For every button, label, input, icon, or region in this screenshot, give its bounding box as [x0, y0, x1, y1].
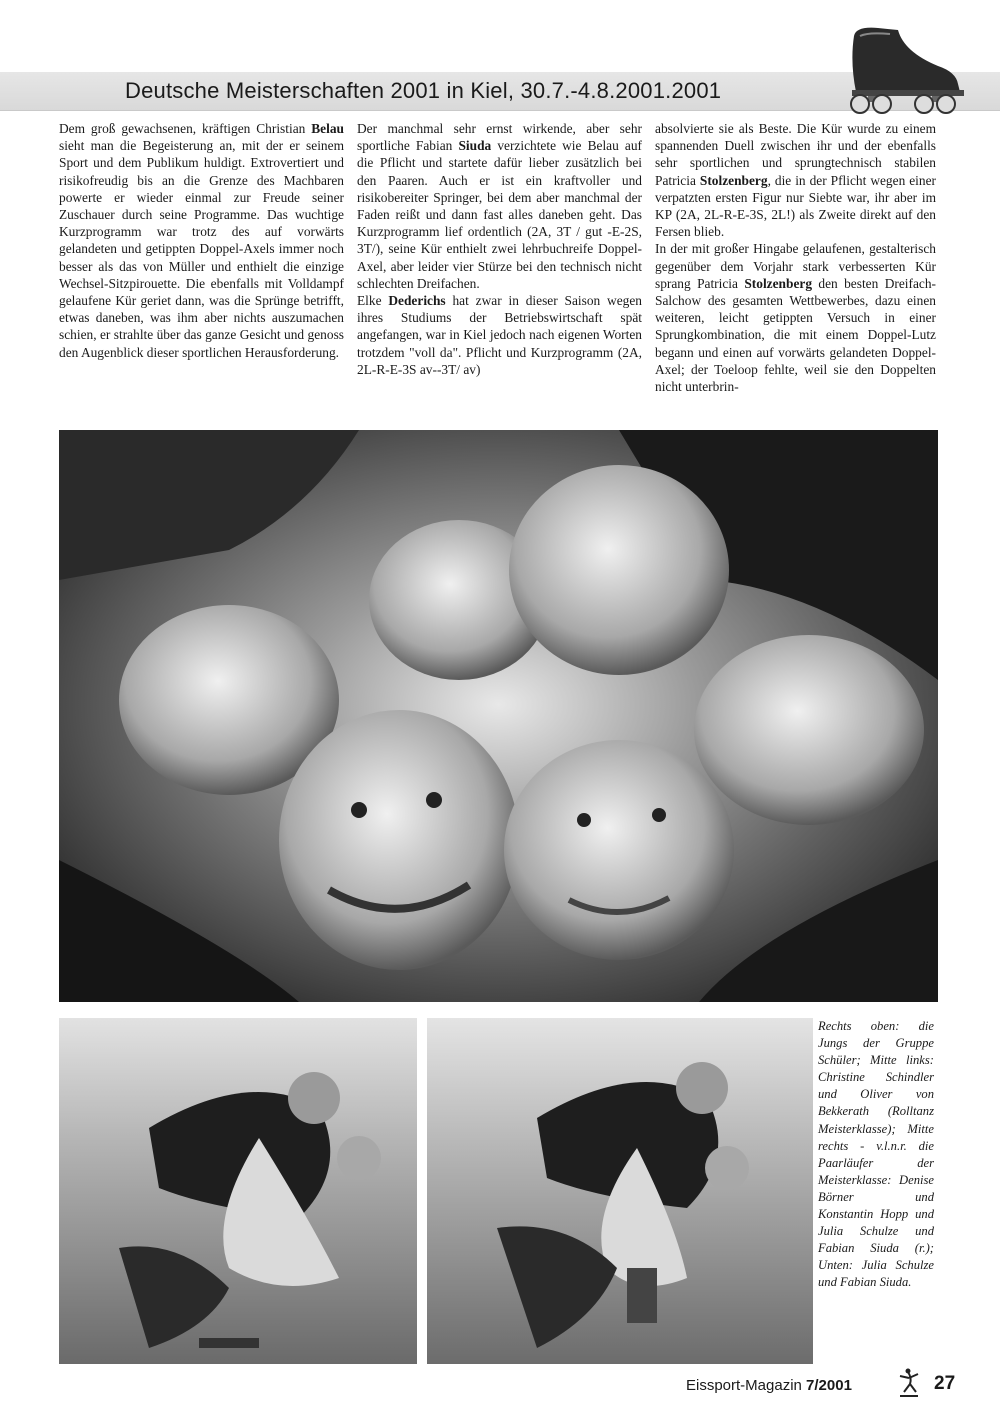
- article-column-1: [59, 120, 344, 361]
- paragraph: Der manchmal sehr ernst wirkende, aber sehr sportliche Fabian Siuda verzichtete wie Belau auf die Pflicht und startete dafür lieber zusätzlich bei den Paaren. Auch er ist ein kraftvoller und risikobereiter Springer, bei dem aber manchmal der Faden reißt und dann fast alles daneben geht. Das Kurzprogramm lief ordentlich (2A, 3T / gut -E-2S, 3T/), seine Kür enthielt zwei lehrbuchreife Doppel-Axel, aber leider vier Stürze bei den technisch nicht schlechten Dreifachen.: [357, 121, 642, 291]
- paragraph: In der mit großer Hingabe gelaufenen, gestalterisch gegenüber dem Vorjahr stark verbesserten Kür sprang Patricia Stolzenberg den besten Dreifach-Salchow des gesamten Wettbewerbes, dazu einen weiteren, leicht getippten Versuch in einer Sprungkombination, die mit einem Doppel-Lutz begann und einen auf vorwärts gelandeten Doppel-Axel; der Toeloop fehlte, weil sie den Doppelten nicht unterbrin-: [655, 241, 936, 395]
- page-number: 27: [934, 1373, 956, 1394]
- page-title: Deutsche Meisterschaften 2001 in Kiel, 30.7.-4.8.2001.2001: [125, 78, 722, 103]
- skater-name: Siuda: [458, 138, 492, 154]
- group-photo: [59, 430, 938, 1002]
- skater-name: Dederichs: [388, 293, 446, 309]
- photo-caption: Rechts oben: die Jungs der Gruppe Schüler; Mitte links: Christine Schindler und Oliver von Bekkerath (Rolltanz Meisterklasse); Mitte rechts - v.l.n.r. die Paarläufer der Meisterklasse: Denise Börner und Konstantin Hopp und Julia Schulze und Fabian Siuda (r.); Unten: Julia Schulze und Fabian Siuda.: [818, 1019, 934, 1290]
- article-column-3: [655, 120, 936, 395]
- skater-logo-icon: [896, 1368, 922, 1398]
- skater-name: Stolzenberg: [699, 172, 768, 188]
- skater-name: Stolzenberg: [744, 275, 813, 291]
- pair-skating-photo-right: [427, 1018, 813, 1364]
- roller-skate-icon: [838, 22, 968, 114]
- paragraph: absolvierte sie als Beste. Die Kür wurde zu einem spannenden Duell zwischen ihr und der ebenfalls sehr sportlichen und sprungtechnisch stabilen Patricia Stolzenberg, die in der Pflicht wegen einer verpatzten ersten Figur nur Siebte war, ihr aber im KP (2A, 2L-R-E-3S, 2L!) als Zweite direkt auf den Fersen blieb.: [655, 121, 936, 240]
- issue-number: 7/2001: [806, 1377, 852, 1394]
- paragraph: Dem groß gewachsenen, kräftigen Christian Belau sieht man die Begeisterung an, mit der er seinem Sport und dem Publikum huldigt. Extrovertiert und risikofreudig bis an die Grenze des Machbaren powerte er wieder einmal zur Freude seiner Zuschauer durch seine Programme. Das wuchtige Kurzprogramm war trotz des auf vorwärts gelandeten und getippten Doppel-Axels immer noch besser als das von Müller und enthielt die einzige Wechsel-Sitzpirouette. Die ebenfalls mit Volldampf gelaufene Kür geriet dann, was die Sprünge betrifft, etwas daneben, was ihm aber nichts auszumachen schien, er strahlte über das ganze Gesicht und genoss den Augenblick dieser sportlichen Herausforderung.: [59, 121, 344, 360]
- magazine-name: Eissport-Magazin 7/2001: [686, 1377, 852, 1394]
- pair-skating-photo-left: [59, 1018, 417, 1364]
- paragraph: Elke Dederichs hat zwar in dieser Saison wegen ihres Studiums der Betriebswirtschaft spät angefangen, war in Kiel jedoch nach eigenen Worten trotzdem "voll da". Pflicht und Kurzprogramm (2A, 2L-R-E-3S av--3T/ av): [357, 293, 643, 377]
- article-column-2: [357, 120, 642, 378]
- skater-name: Belau: [311, 121, 344, 136]
